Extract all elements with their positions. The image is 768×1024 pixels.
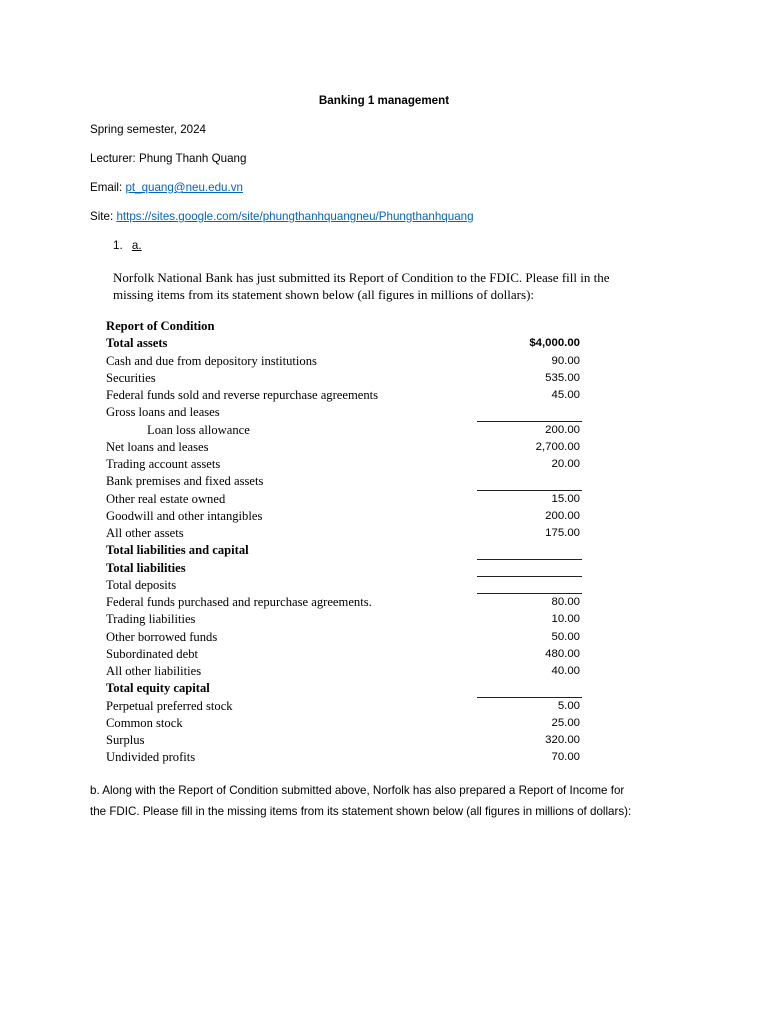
row-label: Other real estate owned xyxy=(106,491,226,506)
row-label: Surplus xyxy=(106,733,145,747)
table-row xyxy=(106,698,582,715)
lecturer-text: Lecturer: Phung Thanh Quang xyxy=(90,152,247,165)
row-label: Trading account assets xyxy=(106,457,221,471)
semester-text: Spring semester, 2024 xyxy=(90,123,207,136)
row-label: All other assets xyxy=(106,526,184,540)
table-row xyxy=(106,749,582,766)
row-value: 200.00 xyxy=(545,509,580,522)
row-value-blank xyxy=(477,542,582,559)
row-value: 80.00 xyxy=(551,596,580,608)
row-label: Federal funds purchased and repurchase agreements. xyxy=(106,595,372,609)
table-row xyxy=(106,646,582,663)
row-label: Subordinated debt xyxy=(106,646,198,661)
table-row xyxy=(106,370,582,387)
part-b-line-2: the FDIC. Please fill in the missing items from its statement shown below (all figures in millions of dollars): xyxy=(90,805,632,818)
question-heading xyxy=(113,237,142,255)
table-row xyxy=(106,525,582,542)
row-value: 480.00 xyxy=(545,647,580,660)
row-value: 50.00 xyxy=(551,630,580,643)
table-row xyxy=(106,663,582,680)
row-label: Trading liabilities xyxy=(106,612,196,627)
row-value-blank xyxy=(477,404,582,421)
email-label: Email: xyxy=(90,181,123,194)
site-label: Site: xyxy=(90,210,114,223)
row-label: Net loans and leases xyxy=(106,439,209,454)
row-value: 5.00 xyxy=(557,699,580,712)
row-value: 45.00 xyxy=(551,389,580,401)
row-value: 535.00 xyxy=(545,371,580,384)
row-value-blank xyxy=(477,560,582,577)
table-row xyxy=(106,353,582,370)
row-value: 20.00 xyxy=(551,458,580,470)
table-row xyxy=(106,629,582,646)
intro-line-1: Norfolk National Bank has just submitted its Report of Condition to the FDIC. Please fill in the xyxy=(113,270,610,285)
row-label: Total equity capital xyxy=(106,681,210,696)
email-line xyxy=(90,179,243,197)
part-a-label: a. xyxy=(131,239,142,252)
row-label: Goodwill and other intangibles xyxy=(106,508,263,523)
part-b-line-1: b. Along with the Report of Condition submitted above, Norfolk has also prepared a Report of Income for xyxy=(90,784,625,797)
row-label: Cash and due from depository institutions xyxy=(106,353,317,368)
row-label: All other liabilities xyxy=(106,664,202,678)
table-row xyxy=(106,387,582,404)
table-row xyxy=(106,715,582,732)
row-label: Federal funds sold and reverse repurchase agreements xyxy=(106,388,379,402)
table-row xyxy=(106,508,582,525)
row-label: Gross loans and leases xyxy=(106,405,220,420)
table-row xyxy=(106,456,582,473)
row-label: Loan loss allowance xyxy=(147,422,250,437)
document-title: Banking 1 management xyxy=(318,94,450,107)
row-value: 25.00 xyxy=(551,716,580,729)
table-row xyxy=(106,439,582,456)
table-row xyxy=(106,542,582,559)
question-number: 1. xyxy=(113,239,123,252)
table-row xyxy=(106,611,582,628)
table-row xyxy=(106,560,582,577)
row-value: 70.00 xyxy=(551,751,580,764)
row-label: Total assets xyxy=(106,336,168,351)
table-row xyxy=(106,491,582,508)
table-row xyxy=(106,680,582,697)
row-value: 200.00 xyxy=(545,423,580,436)
row-value: 175.00 xyxy=(545,527,580,539)
row-label: Perpetual preferred stock xyxy=(106,698,233,713)
table-row xyxy=(106,577,582,594)
email-link[interactable]: pt_quang@neu.edu.vn xyxy=(125,181,243,194)
row-label: Securities xyxy=(106,370,156,385)
row-label: Common stock xyxy=(106,715,183,730)
table-row xyxy=(106,404,582,421)
table-row xyxy=(106,335,582,352)
row-value-blank xyxy=(477,473,582,490)
row-value-blank xyxy=(477,680,582,697)
row-value: 2,700.00 xyxy=(535,440,580,453)
table-row xyxy=(106,473,582,490)
site-line xyxy=(90,208,474,226)
row-label: Total deposits xyxy=(106,577,177,592)
row-value: 40.00 xyxy=(551,665,580,677)
row-label: Undivided profits xyxy=(106,750,196,765)
row-label: Total liabilities and capital xyxy=(106,543,249,558)
row-value-blank xyxy=(477,577,582,594)
table-row xyxy=(106,594,582,611)
row-value: 90.00 xyxy=(551,354,580,367)
row-value: $4,000.00 xyxy=(529,337,580,350)
row-value: 10.00 xyxy=(551,613,580,626)
intro-line-2: missing items from its statement shown below (all figures in millions of dollars): xyxy=(113,287,535,302)
site-link[interactable]: https://sites.google.com/site/phungthanhquangneu/Phungthanhquang xyxy=(116,210,474,223)
row-value: 320.00 xyxy=(545,734,580,746)
row-label: Report of Condition xyxy=(106,319,215,333)
table-row xyxy=(106,732,582,749)
row-label: Total liabilities xyxy=(106,560,186,575)
row-value: 15.00 xyxy=(551,492,580,505)
report-title xyxy=(106,318,582,335)
row-label: Other borrowed funds xyxy=(106,629,218,644)
table-row xyxy=(106,422,582,439)
row-label: Bank premises and fixed assets xyxy=(106,474,264,489)
